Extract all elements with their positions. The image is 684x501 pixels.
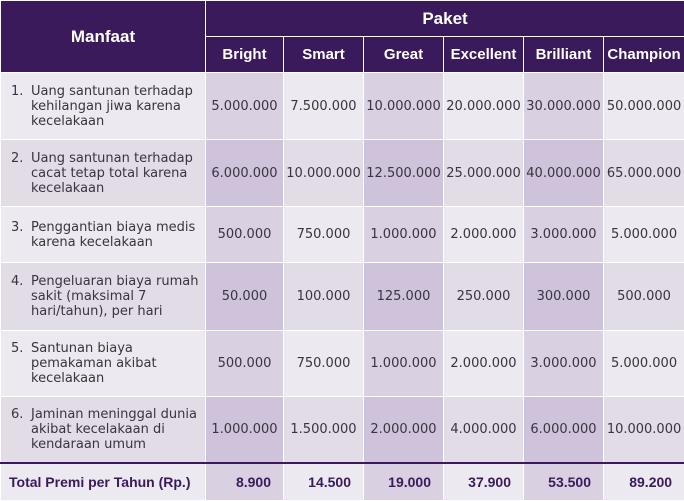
- total-row: [1, 463, 684, 501]
- header-package-bright: Bright: [206, 37, 284, 73]
- cell-great: 1.000.000: [364, 207, 444, 263]
- cell-excellent: 2.000.000: [444, 207, 524, 263]
- cell-bright: 500.000: [206, 331, 284, 397]
- cell-champion: 10.000.000: [604, 397, 684, 463]
- cell-smart: 7.500.000: [284, 73, 364, 140]
- header-package-smart: Smart: [284, 37, 364, 73]
- cell-champion: 5.000.000: [604, 331, 684, 397]
- benefit-number: 2.: [11, 151, 31, 196]
- benefit-text: Pengeluaran biaya rumah sakit (maksimal 7 hari/tahun), per hari: [31, 274, 205, 319]
- benefit-label: [1, 263, 206, 331]
- cell-brilliant: 30.000.000: [524, 73, 604, 140]
- total-excellent: 37.900: [444, 463, 524, 501]
- benefit-label: [1, 207, 206, 263]
- cell-bright: 6.000.000: [206, 140, 284, 207]
- cell-smart: 10.000.000: [284, 140, 364, 207]
- cell-great: 125.000: [364, 263, 444, 331]
- total-smart: 14.500: [284, 463, 364, 501]
- table-row: [1, 73, 684, 140]
- cell-excellent: 25.000.000: [444, 140, 524, 207]
- cell-brilliant: 300.000: [524, 263, 604, 331]
- benefit-label: [1, 140, 206, 207]
- cell-champion: 5.000.000: [604, 207, 684, 263]
- cell-brilliant: 3.000.000: [524, 331, 604, 397]
- cell-smart: 750.000: [284, 331, 364, 397]
- cell-great: 12.500.000: [364, 140, 444, 207]
- cell-brilliant: 3.000.000: [524, 207, 604, 263]
- cell-excellent: 4.000.000: [444, 397, 524, 463]
- cell-bright: 500.000: [206, 207, 284, 263]
- cell-bright: 1.000.000: [206, 397, 284, 463]
- benefit-text: Jaminan meninggal dunia akibat kecelakaan di kendaraan umum: [31, 407, 205, 452]
- benefit-label: [1, 397, 206, 463]
- total-bright: 8.900: [206, 463, 284, 501]
- cell-excellent: 20.000.000: [444, 73, 524, 140]
- cell-brilliant: 40.000.000: [524, 140, 604, 207]
- total-brilliant: 53.500: [524, 463, 604, 501]
- table-row: [1, 263, 684, 331]
- total-champion: 89.200: [604, 463, 684, 501]
- cell-champion: 500.000: [604, 263, 684, 331]
- benefit-label: [1, 331, 206, 397]
- cell-smart: 1.500.000: [284, 397, 364, 463]
- table-row: [1, 397, 684, 463]
- table-row: [1, 140, 684, 207]
- benefit-text: Uang santunan terhadap kehilangan jiwa karena kecelakaan: [31, 84, 205, 129]
- header-package-champion: Champion: [604, 37, 684, 73]
- benefit-text: Penggantian biaya medis karena kecelakaan: [31, 220, 205, 250]
- cell-excellent: 2.000.000: [444, 331, 524, 397]
- cell-smart: 750.000: [284, 207, 364, 263]
- cell-excellent: 250.000: [444, 263, 524, 331]
- total-great: 19.000: [364, 463, 444, 501]
- total-label: Total Premi per Tahun (Rp.): [1, 463, 206, 501]
- benefit-number: 4.: [11, 274, 31, 319]
- benefit-number: 1.: [11, 84, 31, 129]
- table-row: [1, 207, 684, 263]
- benefit-number: 6.: [11, 407, 31, 452]
- cell-smart: 100.000: [284, 263, 364, 331]
- cell-bright: 5.000.000: [206, 73, 284, 140]
- benefit-number: 5.: [11, 341, 31, 386]
- cell-great: 10.000.000: [364, 73, 444, 140]
- header-package-brilliant: Brilliant: [524, 37, 604, 73]
- cell-great: 1.000.000: [364, 331, 444, 397]
- benefit-text: Uang santunan terhadap cacat tetap total karena kecelakaan: [31, 151, 205, 196]
- benefit-text: Santunan biaya pemakaman akibat kecelakaan: [31, 341, 205, 386]
- header-manfaat: Manfaat: [1, 1, 206, 73]
- benefit-number: 3.: [11, 220, 31, 250]
- table-row: [1, 331, 684, 397]
- cell-champion: 65.000.000: [604, 140, 684, 207]
- benefit-label: [1, 73, 206, 140]
- cell-brilliant: 6.000.000: [524, 397, 604, 463]
- cell-champion: 50.000.000: [604, 73, 684, 140]
- header-package-excellent: Excellent: [444, 37, 524, 73]
- cell-great: 2.000.000: [364, 397, 444, 463]
- header-package-great: Great: [364, 37, 444, 73]
- header-paket: Paket: [206, 1, 684, 37]
- cell-bright: 50.000: [206, 263, 284, 331]
